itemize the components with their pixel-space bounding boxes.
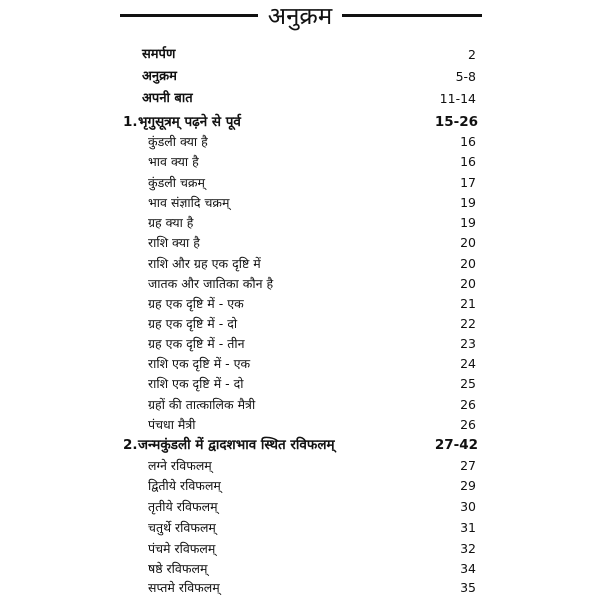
toc-item-label: द्वितीये रविफलम् bbox=[148, 478, 221, 493]
toc-item-page: 20 bbox=[460, 256, 476, 271]
toc-item-page: 20 bbox=[460, 276, 476, 291]
toc-item-label: लग्ने रविफलम् bbox=[148, 458, 212, 473]
toc-item-label: पंचमे रविफलम् bbox=[148, 541, 216, 556]
toc-item bbox=[0, 456, 600, 476]
toc-item-page: 22 bbox=[460, 316, 476, 331]
toc-item-label: सप्तमे रविफलम् bbox=[148, 580, 220, 595]
header-rule-right bbox=[342, 14, 482, 17]
toc-item-label: जातक और जातिका कौन है bbox=[148, 276, 274, 291]
toc-item-label: पंचधा मैत्री bbox=[148, 417, 196, 432]
toc-item-label: ग्रह एक दृष्टि में - एक bbox=[148, 296, 244, 311]
chapter-title: जन्मकुंडली में द्वादशभाव स्थित रविफलम् bbox=[138, 437, 335, 453]
chapter-number: 1. bbox=[123, 114, 138, 130]
toc-item-page: 29 bbox=[460, 478, 476, 493]
toc-item-page: 19 bbox=[460, 195, 476, 210]
toc-item-label: ग्रहों की तात्कालिक मैत्री bbox=[148, 397, 256, 412]
chapter-heading-1 bbox=[0, 112, 600, 132]
toc-item-page: 30 bbox=[460, 499, 476, 514]
toc-entry-label: अनुक्रम bbox=[142, 69, 177, 84]
header-rule-left bbox=[120, 14, 258, 17]
chapter-title: भृगुसूत्रम् पढ़ने से पूर्व bbox=[138, 114, 241, 130]
toc-item bbox=[0, 354, 600, 374]
toc-item-page: 20 bbox=[460, 235, 476, 250]
toc-item bbox=[0, 334, 600, 354]
toc-item-label: चतुर्थे रविफलम् bbox=[148, 520, 216, 535]
toc-item-label: कुंडली चक्रम् bbox=[148, 175, 205, 190]
toc-item-label: राशि एक दृष्टि में - दो bbox=[148, 376, 244, 391]
toc-item-label: ग्रह एक दृष्टि में - तीन bbox=[148, 336, 245, 351]
toc-item-label: तृतीये रविफलम् bbox=[148, 499, 218, 514]
toc-item-label: भाव संज्ञादि चक्रम् bbox=[148, 195, 230, 210]
toc-item-page: 24 bbox=[460, 356, 476, 371]
toc-item-label: कुंडली क्या है bbox=[148, 134, 208, 149]
toc-item bbox=[0, 173, 600, 193]
toc-entry-dedication bbox=[0, 45, 600, 65]
toc-item-page: 17 bbox=[460, 175, 476, 190]
toc-item-page: 26 bbox=[460, 417, 476, 432]
chapter-pages: 27-42 bbox=[434, 437, 478, 453]
toc-entry-contents bbox=[0, 67, 600, 87]
toc-item bbox=[0, 294, 600, 314]
page-title: अनुक्रम bbox=[267, 2, 333, 30]
toc-item-page: 25 bbox=[460, 376, 476, 391]
toc-item bbox=[0, 213, 600, 233]
toc-item bbox=[0, 518, 600, 538]
toc-item-page: 16 bbox=[460, 154, 476, 169]
toc-item-page: 35 bbox=[460, 580, 476, 595]
toc-entry-label: अपनी बात bbox=[142, 91, 193, 106]
toc-item bbox=[0, 152, 600, 172]
toc-item bbox=[0, 497, 600, 517]
toc-item-page: 27 bbox=[460, 458, 476, 473]
toc-item bbox=[0, 314, 600, 334]
toc-item bbox=[0, 578, 600, 598]
toc-item bbox=[0, 559, 600, 579]
toc-item bbox=[0, 193, 600, 213]
toc-entry-page: 5-8 bbox=[455, 69, 476, 84]
toc-item-page: 23 bbox=[460, 336, 476, 351]
toc-item bbox=[0, 476, 600, 496]
toc-item bbox=[0, 233, 600, 253]
toc-item bbox=[0, 415, 600, 435]
chapter-number: 2. bbox=[123, 437, 138, 453]
toc-item bbox=[0, 539, 600, 559]
toc-entry-page: 11-14 bbox=[439, 91, 476, 106]
toc-item bbox=[0, 374, 600, 394]
toc-item-page: 16 bbox=[460, 134, 476, 149]
toc-entry-label: समर्पण bbox=[142, 47, 176, 62]
chapter-heading-2 bbox=[0, 435, 600, 455]
toc-item-label: राशि क्या है bbox=[148, 235, 200, 250]
toc-item-page: 32 bbox=[460, 541, 476, 556]
toc-item-label: ग्रह क्या है bbox=[148, 215, 194, 230]
toc-item-page: 31 bbox=[460, 520, 476, 535]
toc-item-label: भाव क्या है bbox=[148, 154, 199, 169]
toc-entry-page: 2 bbox=[468, 47, 476, 62]
toc-item-page: 26 bbox=[460, 397, 476, 412]
toc-item-label: ग्रह एक दृष्टि में - दो bbox=[148, 316, 238, 331]
toc-item-label: राशि एक दृष्टि में - एक bbox=[148, 356, 251, 371]
toc-item-label: राशि और ग्रह एक दृष्टि में bbox=[148, 256, 261, 271]
toc-entry-preface bbox=[0, 89, 600, 109]
toc-item bbox=[0, 254, 600, 274]
chapter-pages: 15-26 bbox=[434, 114, 478, 130]
toc-item bbox=[0, 395, 600, 415]
toc-item bbox=[0, 132, 600, 152]
toc-item-label: षष्ठे रविफलम् bbox=[148, 561, 208, 576]
toc-item-page: 34 bbox=[460, 561, 476, 576]
toc-item-page: 19 bbox=[460, 215, 476, 230]
toc-item-page: 21 bbox=[460, 296, 476, 311]
toc-item bbox=[0, 274, 600, 294]
